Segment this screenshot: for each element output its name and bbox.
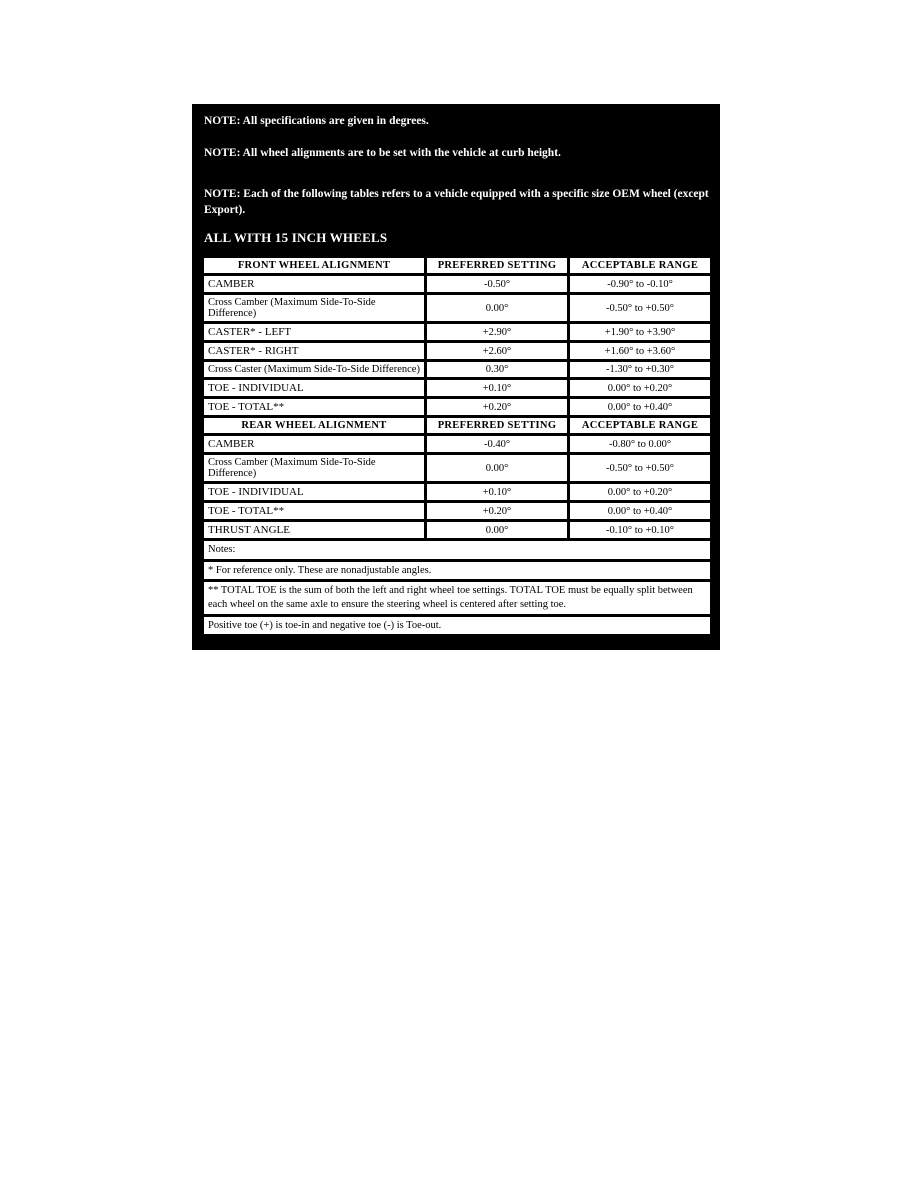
row-preferred-value: +2.90° (426, 323, 568, 341)
table-row (203, 483, 711, 501)
note-oem-wheel: NOTE: Each of the following tables refers to a vehicle equipped with a specific size OEM wheel (except Export). (204, 188, 709, 216)
table-row (203, 398, 711, 416)
row-label: THRUST ANGLE (203, 521, 425, 539)
row-acceptable-value: 0.00° to +0.40° (569, 502, 711, 520)
row-label: TOE - TOTAL** (203, 502, 425, 520)
footnote-row (203, 616, 711, 636)
note-curb-height: NOTE: All wheel alignments are to be set with the vehicle at curb height. (204, 146, 561, 159)
table-row (203, 275, 711, 293)
row-acceptable-value: 0.00° to +0.20° (569, 379, 711, 397)
row-preferred-value: -0.50° (426, 275, 568, 293)
footnote-row (203, 561, 711, 581)
table-row (203, 379, 711, 397)
footnote-reference-only: * For reference only. These are nonadjustable angles. (203, 561, 711, 581)
table-row (203, 502, 711, 520)
row-acceptable-value: -1.30° to +0.30° (569, 361, 711, 378)
table-row (203, 361, 711, 378)
rear-acceptable-range-header: ACCEPTABLE RANGE (569, 417, 711, 434)
table-header-row-rear (203, 417, 711, 434)
row-label: TOE - INDIVIDUAL (203, 483, 425, 501)
row-preferred-value: +0.20° (426, 502, 568, 520)
row-label: Cross Camber (Maximum Side-To-Side Difference) (203, 454, 425, 482)
row-acceptable-value: +1.90° to +3.90° (569, 323, 711, 341)
row-acceptable-value: +1.60° to +3.60° (569, 342, 711, 360)
rear-wheel-alignment-header: REAR WHEEL ALIGNMENT (203, 417, 425, 434)
front-wheel-alignment-header: FRONT WHEEL ALIGNMENT (203, 257, 425, 274)
row-preferred-value: +0.10° (426, 379, 568, 397)
front-preferred-setting-header: PREFERRED SETTING (426, 257, 568, 274)
row-label: CAMBER (203, 435, 425, 453)
row-preferred-value: 0.30° (426, 361, 568, 378)
front-acceptable-range-header: ACCEPTABLE RANGE (569, 257, 711, 274)
footnote-notes-label: Notes: (203, 540, 711, 560)
row-acceptable-value: -0.90° to -0.10° (569, 275, 711, 293)
footnote-row (203, 581, 711, 614)
table-row (203, 454, 711, 482)
footnote-row (203, 540, 711, 560)
row-label: Cross Camber (Maximum Side-To-Side Difference) (203, 294, 425, 322)
row-acceptable-value: 0.00° to +0.40° (569, 398, 711, 416)
row-label: Cross Caster (Maximum Side-To-Side Difference) (203, 361, 425, 378)
row-preferred-value: -0.40° (426, 435, 568, 453)
section-title-15-inch-wheels: ALL WITH 15 INCH WHEELS (204, 230, 388, 246)
row-preferred-value: +2.60° (426, 342, 568, 360)
row-label: TOE - INDIVIDUAL (203, 379, 425, 397)
row-acceptable-value: -0.10° to +0.10° (569, 521, 711, 539)
row-preferred-value: +0.20° (426, 398, 568, 416)
table-row (203, 323, 711, 341)
row-acceptable-value: -0.50° to +0.50° (569, 454, 711, 482)
footnote-positive-toe: Positive toe (+) is toe-in and negative toe (-) is Toe-out. (203, 616, 711, 636)
row-preferred-value: 0.00° (426, 521, 568, 539)
row-acceptable-value: 0.00° to +0.20° (569, 483, 711, 501)
row-preferred-value: +0.10° (426, 483, 568, 501)
row-acceptable-value: -0.50° to +0.50° (569, 294, 711, 322)
table-row (203, 435, 711, 453)
table-row (203, 521, 711, 539)
row-label: CASTER* - RIGHT (203, 342, 425, 360)
row-acceptable-value: -0.80° to 0.00° (569, 435, 711, 453)
alignment-spec-document (192, 104, 720, 650)
table-row (203, 294, 711, 322)
wheel-alignment-table (202, 256, 712, 636)
note-specifications-degrees: NOTE: All specifications are given in degrees. (204, 115, 429, 127)
row-label: CAMBER (203, 275, 425, 293)
row-preferred-value: 0.00° (426, 294, 568, 322)
rear-preferred-setting-header: PREFERRED SETTING (426, 417, 568, 434)
table-header-row-front (203, 257, 711, 274)
row-label: CASTER* - LEFT (203, 323, 425, 341)
row-preferred-value: 0.00° (426, 454, 568, 482)
table-row (203, 342, 711, 360)
row-label: TOE - TOTAL** (203, 398, 425, 416)
footnote-total-toe: ** TOTAL TOE is the sum of both the left and right wheel toe settings. TOTAL TOE must be equally split between each wheel on the same axle to ensure the steering wheel is centered after setting toe. (203, 581, 711, 614)
